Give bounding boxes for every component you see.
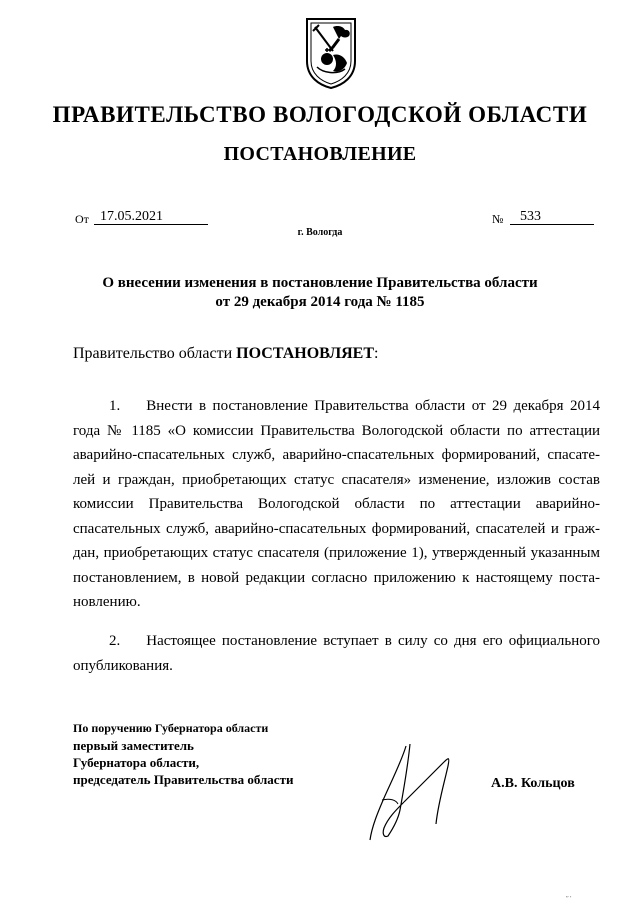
signer-name: А.В. Кольцов: [491, 776, 575, 791]
signatory-position: [73, 720, 293, 788]
signatory-line-4: председатель Правительства области: [73, 772, 294, 787]
document-type: ПОСТАНОВЛЕНИЕ: [223, 143, 417, 165]
number-label: №: [492, 212, 504, 226]
decree-suffix: :: [374, 345, 379, 362]
paragraph-2-number: 2.: [109, 633, 121, 649]
paragraph-2: [73, 629, 600, 678]
paragraph-2-text: Настоящее постановление вступает в силу со дня его официального опубликования.: [73, 633, 600, 674]
coat-of-arms-icon: [303, 17, 359, 89]
footer-marks: ′′ ′: [566, 896, 572, 902]
paragraph-1-number: 1.: [109, 398, 121, 414]
decree-keyword: ПОСТАНОВЛЯЕТ: [236, 345, 375, 362]
government-title: ПРАВИТЕЛЬСТВО ВОЛОГОДСКОЙ ОБЛАСТИ: [52, 102, 588, 127]
date-field: 17.05.2021: [94, 208, 208, 225]
decree-prefix: Правительство области: [73, 345, 237, 362]
decree-statement: [73, 345, 378, 363]
date-label: От: [75, 212, 89, 226]
subject-line-2: от 29 декабря 2014 года № 1185: [215, 294, 425, 310]
subject-line-1: О внесении изменения в постановление Правительства области: [102, 275, 538, 291]
document-subject: [60, 274, 580, 312]
paragraph-1-text: Внести в постановление Правительства области от 29 декабря 2014 года № 1185 «О комиссии Правительства Вологодской области по аттестации аварийно-спасательных служб, аварийно-спасательных формирований, спасателей и граждан, приобретающих статус спасателя» изменение, изложив состав комиссии Правительства Вологодской области по аттестации аварийно-спасательных служб, аварийно-спасательных формирований, спасателей и граждан, приобретающих статус спасателя (приложение 1), утвержденный указанным постановлением, в новой редакции согласно приложению к настоящему постановлению.: [73, 398, 600, 610]
handwritten-signature-icon: [362, 740, 460, 844]
city-label: г. Вологда: [297, 227, 343, 238]
paragraph-1: [73, 394, 600, 615]
number-field: 533: [510, 208, 594, 225]
signatory-line-1: По поручению Губернатора области: [73, 721, 269, 735]
signatory-line-2: первый заместитель: [73, 738, 194, 753]
signatory-line-3: Губернатора области,: [73, 755, 200, 770]
